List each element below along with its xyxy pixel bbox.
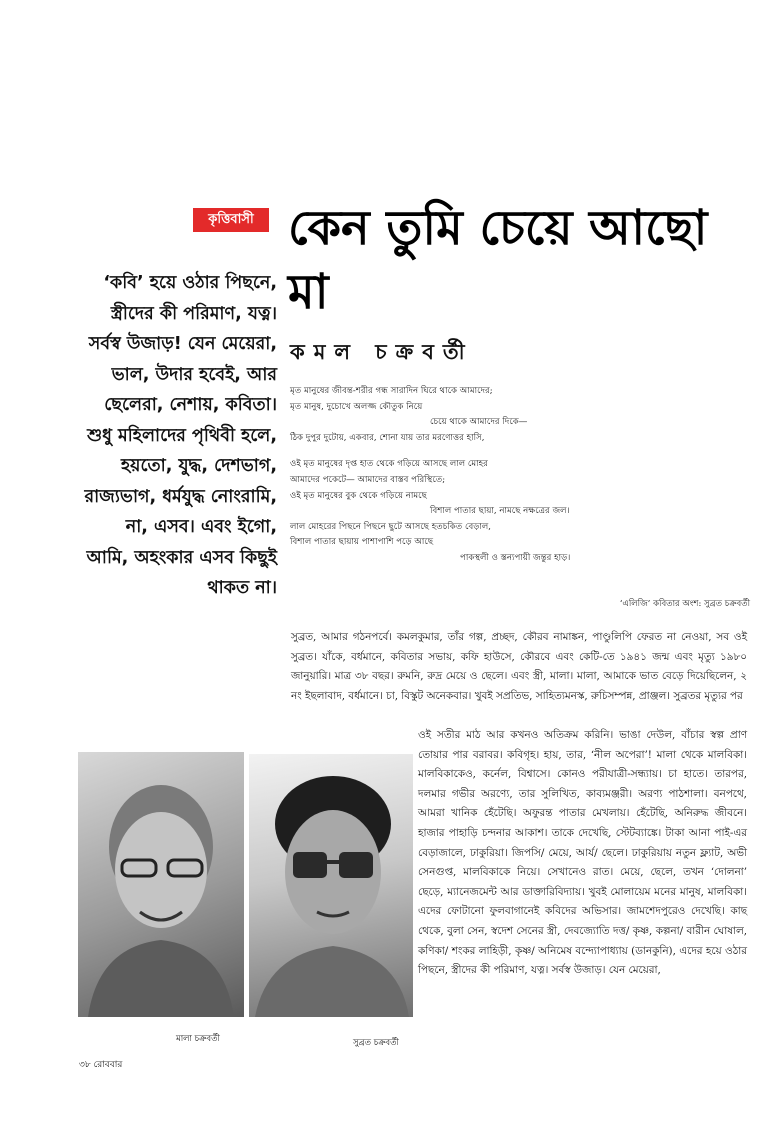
photo-caption-left: মালা চক্রবর্তী [176,1034,220,1044]
poem-line: চেয়ে থাকে আমাদের দিকে— [430,417,528,428]
poem-line: মৃত মানুষ, দুচোখে অলজ্জ কৌতুক নিয়ে [290,401,423,412]
portrait-mala-illustration [78,752,244,1017]
poem-excerpt [290,384,750,578]
poem-line: লাল মোহরের পিছনে পিছনে ছুটে আসছে হতচকিত বেড়াল, [290,521,492,532]
poem-line: পাকস্থলী ও স্তন্যপায়ী জন্তুর হাড়। [460,552,571,563]
poem-stanza-2 [290,457,750,566]
portrait-subrata-illustration [249,754,413,1017]
poem-line: বিশাল পাতার ছায়ায় পাশাপাশি পড়ে আছে [290,537,434,548]
pull-quote: ‘কবি’ হয়ে ওঠার পিছনে, স্ত্রীদের কী পরিমাণ, যত্ন। সর্বস্ব উজাড়! যেন মেয়েরা, ভাল, উদার হবেই, আর ছেলেরা, নেশায়, কবিতা। শুধু মহিলাদের পৃথিবী হলে, হয়তো, যুদ্ধ, দেশভাগ, রাজ্যভাগ, ধর্মযুদ্ধ নোংরামি, না, এসব। এবং ইগো, আমি, অহংকার এসব কিছুই থাকত না। [84,273,277,598]
poem-credit: ‘এলিজি’ কবিতার অংশ: সুব্রত চক্রবর্তী [619,599,750,609]
portrait-photo-mala [78,752,244,1017]
poem-stanza-1 [290,384,750,446]
photo-caption-right: সুব্রত চক্রবর্তী [353,1038,399,1048]
page-folio: ৩৮ রোববার [79,1060,123,1070]
poem-line: ওই মৃত মানুষের দৃপ্ত হাত থেকে গড়িয়ে আসছে লাল মোহর [290,459,488,470]
body-text-top: সুব্রত, আমার গঠনপর্বে। কমলকুমার, তাঁর গল্প, প্রচ্ছদ, কৌরব নামাঙ্কন, পাণ্ডুলিপি ফেরত না নেওয়া, সব ওই সুব্রত। যাঁকে, বর্ধমানে, কবিতার সভায়, কফি হাউসে, কৌরবে এবং কেটি-তে ১৯৪১ জন্ম এবং মৃত্যু ১৯৮০ জানুয়ারি। মাত্র ৩৮ বছর। রুমনি, রুদ্র মেয়ে ও ছেলে। এবং স্ত্রী, মালা। মালা, আমাকে ভাত বেড়ে দিয়েছিলেন, ২ নং ইছলাবাদ, বর্ধমানে। চা, বিস্কুট অনেকবার। খুবই সপ্রতিভ, সাহিত্যমনস্ক, রুচিসম্পন্ন, প্রাঞ্জল। সুব্রতর মৃত্যুর পর [291,631,747,702]
poem-line: আমাদের পকেটে— আমাদের বাস্তব পরিস্থিতে; [290,474,446,485]
section-tag: কৃত্তিবাসী [193,208,269,232]
poem-line: বিশাল পাতার ছায়া, নামছে নক্ষত্রের জল। [430,506,570,517]
author-name: কমল চক্রবর্তী [290,340,474,364]
article-title: কেন তুমি চেয়ে আছো মা [288,200,708,320]
body-text-column: ওই সতীর মাঠ আর কখনও অতিক্রম করিনি। ভাঙা দেউল, বাঁচার স্বল্প প্রাণ তোয়ার পার বরাবর। কবিগৃহ। হায়, তার, ‘নীল অপেরা’! মালা থেকে মালবিকা। মালবিকাকেও, কর্নেল, বিশ্বাসে। কোনও পরীযাত্রী-সন্ধ্যায়। চা হাতে। তারপর, দলমার গভীর অরণ্যে, তার সুলিখিত, কাব্যমঞ্জরী। অরণ্য পাঠশালা। বনপথে, আমরা খানিক হেঁটেছি। অফুরন্ত পাতার মেখলায়। হেঁটেছি, অনিরুদ্ধ জীবনে। হাজার পাহাড়ি চন্দনার আকাশ। তাকে দেখেছি, স্টেটব্যাঙ্কে। টাকা আনা পাই-এর বেড়াজালে, ঢাকুরিয়া। জিপসি/ মেয়ে, আর্য/ ছেলে। ঢাকুরিয়ায় নতুন ফ্ল্যাট, অভী সেনগুপ্ত, মালবিকাকে নিয়ে। সেখানেও রাত। মেয়ে, ছেলে, তখন ‘দোলনা’ ছেড়ে, ম্যানেজমেন্ট আর ডাক্তারিবিদ্যায়। খুবই মোলায়েম মনের মানুষ, মালবিকা। এদের ফোটানো ফুলবাগানেই কবিদের অভিসার। জামশেদপুরেও দেখেছি। কাছ থেকে, বুলা সেন, স্বদেশ সেনের স্ত্রী, দেবজ্যোতি দত্ত/ কৃষ্ণ, কল্পনা/ বারীন ঘোষাল, কণিকা/ শংকর লাহিড়ী, কৃষ্ণ/ অনিমেষ বন্দ্যোপাধ্যায় (ডানকুনি), এদের হয়ে ওঠার পিছনে, স্ত্রীদের কী পরিমাণ, যত্ন। সর্বস্ব উজাড়। যেন মেয়েরা, [418,729,747,977]
portrait-photo-subrata [249,754,413,1017]
poem-line: ওই মৃত মানুষের বুক থেকে গড়িয়ে নামছে [290,490,427,501]
poem-line: মৃত মানুষের জীবন্ত-শরীর গন্ধ সারাদিন ঘিরে থাকে আমাদের; [290,386,493,396]
poem-line: ঠিক দুপুর দুটোয়, একবার, শোনা যায় তার মরণোত্তর হাসি, [290,432,485,443]
